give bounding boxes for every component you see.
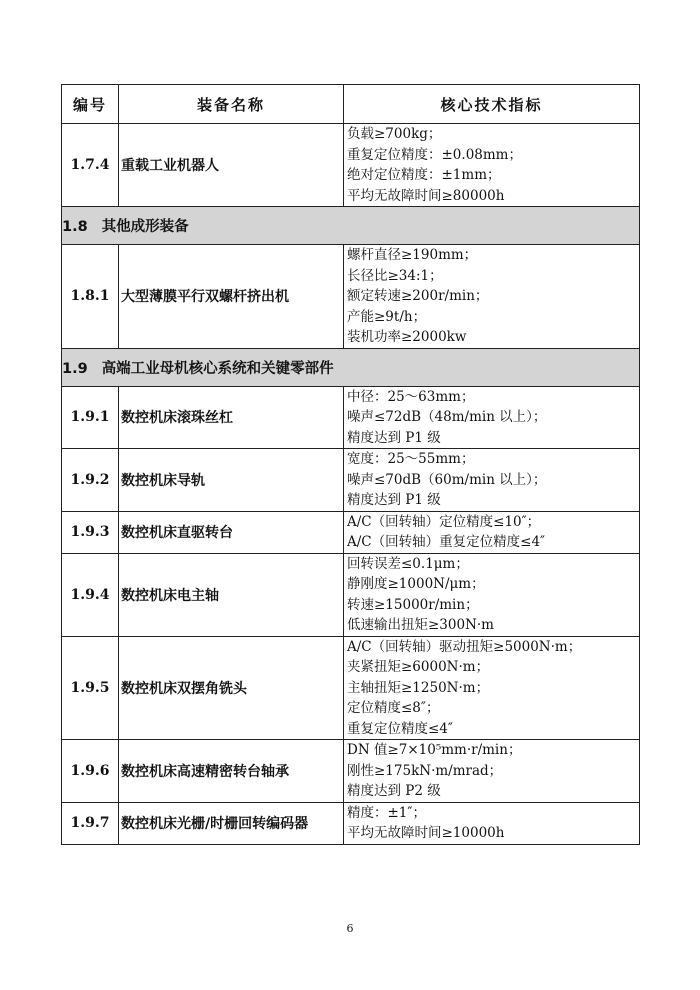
spec-line: DN 值≥7×10⁵mm·r/min； — [347, 742, 522, 758]
spec-line: A/C（回转轴）重复定位精度≤4″ — [347, 534, 546, 550]
core-specs — [344, 553, 640, 636]
item-number: 1.9.2 — [62, 449, 119, 512]
spec-line: 额定转速≥200r/min； — [347, 288, 489, 304]
item-number: 1.9.3 — [62, 511, 119, 553]
spec-line: 产能≥9t/h； — [347, 308, 427, 325]
header-equipment-name: 装备名称 — [119, 85, 344, 124]
equipment-name: 大型薄膜平行双螺杆挤出机 — [119, 245, 344, 349]
spec-line: A/C（回转轴）定位精度≤10″； — [347, 513, 541, 530]
section-header — [62, 207, 640, 245]
equipment-name: 数控机床滚珠丝杠 — [119, 386, 344, 449]
spec-table-body — [62, 85, 640, 845]
item-number: 1.9.7 — [62, 802, 119, 844]
table-row — [62, 449, 640, 512]
spec-line: 螺杆直径≥190mm； — [347, 247, 478, 263]
equipment-name: 数控机床直驱转台 — [119, 511, 344, 553]
core-specs — [344, 449, 640, 512]
spec-line: 转速≥15000r/min； — [347, 596, 479, 613]
table-row — [62, 511, 640, 553]
equipment-name: 重载工业机器人 — [119, 124, 344, 207]
spec-table — [61, 84, 640, 845]
section-header-row — [62, 207, 640, 245]
section-number: 1.9 — [62, 360, 88, 377]
spec-line: 定位精度≤8″； — [347, 700, 440, 716]
spec-line: 平均无故障时间≥80000h — [347, 187, 505, 204]
table-row — [62, 553, 640, 636]
table-row — [62, 245, 640, 349]
core-specs — [344, 802, 640, 844]
equipment-name: 数控机床导轨 — [119, 449, 344, 512]
section-header-row — [62, 348, 640, 386]
equipment-name: 数控机床双摆角铣头 — [119, 636, 344, 740]
spec-line: 装机功率≥2000kw — [347, 329, 467, 345]
item-number: 1.7.4 — [62, 124, 119, 207]
spec-line: 宽度：25～55mm； — [347, 451, 475, 467]
equipment-name: 数控机床光栅/时栅回转编码器 — [119, 802, 344, 844]
table-row — [62, 636, 640, 740]
table-row — [62, 802, 640, 844]
spec-line: 夹紧扭矩≥6000N·m； — [347, 659, 490, 675]
spec-line: 重复定位精度：±0.08mm； — [347, 146, 522, 163]
header-number: 编号 — [62, 85, 119, 124]
table-row — [62, 124, 640, 207]
spec-line: 精度达到 P1 级 — [347, 492, 441, 508]
spec-line: A/C（回转轴）驱动扭矩≥5000N·m； — [347, 638, 582, 655]
core-specs — [344, 386, 640, 449]
item-number: 1.9.6 — [62, 740, 119, 803]
item-number: 1.9.1 — [62, 386, 119, 449]
spec-line: 低速输出扭矩≥300N·m — [347, 617, 494, 633]
spec-line: 噪声≤72dB（48m/min 以上）； — [347, 409, 547, 425]
table-header-row — [62, 85, 640, 124]
spec-line: 精度达到 P1 级 — [347, 429, 441, 446]
spec-line: 绝对定位精度：±1mm； — [347, 167, 501, 183]
core-specs — [344, 636, 640, 740]
section-header — [62, 348, 640, 386]
spec-line: 负载≥700kg； — [347, 126, 442, 142]
page-number: 6 — [346, 922, 354, 935]
header-core-specs: 核心技术指标 — [344, 85, 640, 124]
spec-line: 噪声≤70dB（60m/min 以上）； — [347, 471, 547, 488]
spec-line: 中径：25～63mm； — [347, 388, 475, 405]
spec-line: 精度达到 P2 级 — [347, 783, 441, 799]
table-row — [62, 386, 640, 449]
item-number: 1.9.5 — [62, 636, 119, 740]
core-specs — [344, 245, 640, 349]
spec-line: 精度：±1″； — [347, 804, 426, 821]
spec-line: 静刚度≥1000N/μm； — [347, 576, 485, 592]
core-specs — [344, 511, 640, 553]
section-title: 其他成形装备 — [101, 219, 189, 235]
section-number: 1.8 — [62, 219, 88, 235]
spec-line: 刚性≥175kN·m/mrad； — [347, 762, 503, 779]
spec-line: 重复定位精度≤4″ — [347, 720, 453, 737]
table-row — [62, 740, 640, 803]
core-specs — [344, 124, 640, 207]
spec-line: 平均无故障时间≥10000h — [347, 825, 505, 841]
item-number: 1.9.4 — [62, 553, 119, 636]
spec-line: 长径比≥34:1； — [347, 267, 443, 284]
equipment-name: 数控机床电主轴 — [119, 553, 344, 636]
spec-line: 回转误差≤0.1μm； — [347, 555, 469, 572]
spec-line: 主轴扭矩≥1250N·m； — [347, 679, 490, 696]
core-specs — [344, 740, 640, 803]
section-title: 高端工业母机核心系统和关键零部件 — [101, 360, 334, 377]
equipment-name: 数控机床高速精密转台轴承 — [119, 740, 344, 803]
item-number: 1.8.1 — [62, 245, 119, 349]
